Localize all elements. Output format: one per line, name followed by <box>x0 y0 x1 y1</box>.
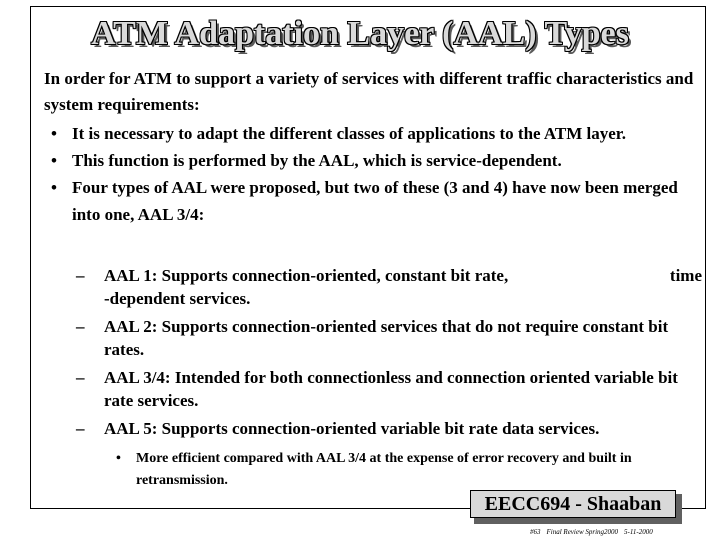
footer-date: 5-11-2000 <box>624 528 653 536</box>
sub-bullet-text-continuation: -dependent services. <box>104 289 251 308</box>
bullet-text: Four types of AAL were proposed, but two of these (3 and 4) have now been merged into one, AAL 3/4: <box>72 178 678 224</box>
dash-icon: – <box>76 368 85 387</box>
sub-bullet-text: AAL 2: Supports connection-oriented services that do not require constant bit rates. <box>104 317 669 359</box>
dash-icon: – <box>76 266 85 285</box>
sub-bullet-text: AAL 5: Supports connection-oriented variable bit rate data services. <box>104 419 600 438</box>
sub-bullet-text: AAL 1: Supports connection-oriented, constant bit rate, <box>104 266 509 285</box>
footer-label: Final Review Spring2000 <box>546 528 619 536</box>
sub-bullet-item <box>72 315 702 361</box>
bullet-list <box>44 120 694 228</box>
bullet-item <box>44 120 694 147</box>
intro-paragraph: In order for ATM to support a variety of services with different traffic characteristics and system requirements: <box>44 69 694 114</box>
sub-sub-bullet-list <box>116 448 696 492</box>
sub-bullet-text-time: time <box>669 266 702 285</box>
bullet-dot-icon: • <box>51 124 57 143</box>
sub-bullet-item <box>72 264 702 310</box>
footer-page-number: #63 <box>530 528 541 536</box>
sub-bullet-item <box>72 366 702 412</box>
badge-label: EECC694 - Shaaban <box>470 490 676 518</box>
bullet-dot-icon: • <box>116 451 121 466</box>
bullet-item <box>44 174 694 228</box>
sub-sub-bullet-text: More efficient compared with AAL 3/4 at the expense of error recovery and built in retransmission. <box>136 451 632 488</box>
dash-icon: – <box>76 419 85 438</box>
sub-bullet-list <box>72 264 702 445</box>
bullet-text: This function is performed by the AAL, which is service-dependent. <box>72 151 562 170</box>
sub-sub-bullet-item <box>116 448 696 492</box>
bullet-item <box>44 147 694 174</box>
slide-title: ATM Adaptation Layer (AAL) Types <box>91 15 629 52</box>
bullet-dot-icon: • <box>51 151 57 170</box>
bullet-text: It is necessary to adapt the different classes of applications to the ATM layer. <box>72 124 627 143</box>
course-badge <box>470 490 682 524</box>
bullet-dot-icon: • <box>51 178 57 197</box>
sub-bullet-item <box>72 417 702 440</box>
slide-footer <box>530 528 659 537</box>
dash-icon: – <box>76 317 85 336</box>
sub-bullet-text: AAL 3/4: Intended for both connectionless and connection oriented variable bit rate services. <box>104 368 678 410</box>
